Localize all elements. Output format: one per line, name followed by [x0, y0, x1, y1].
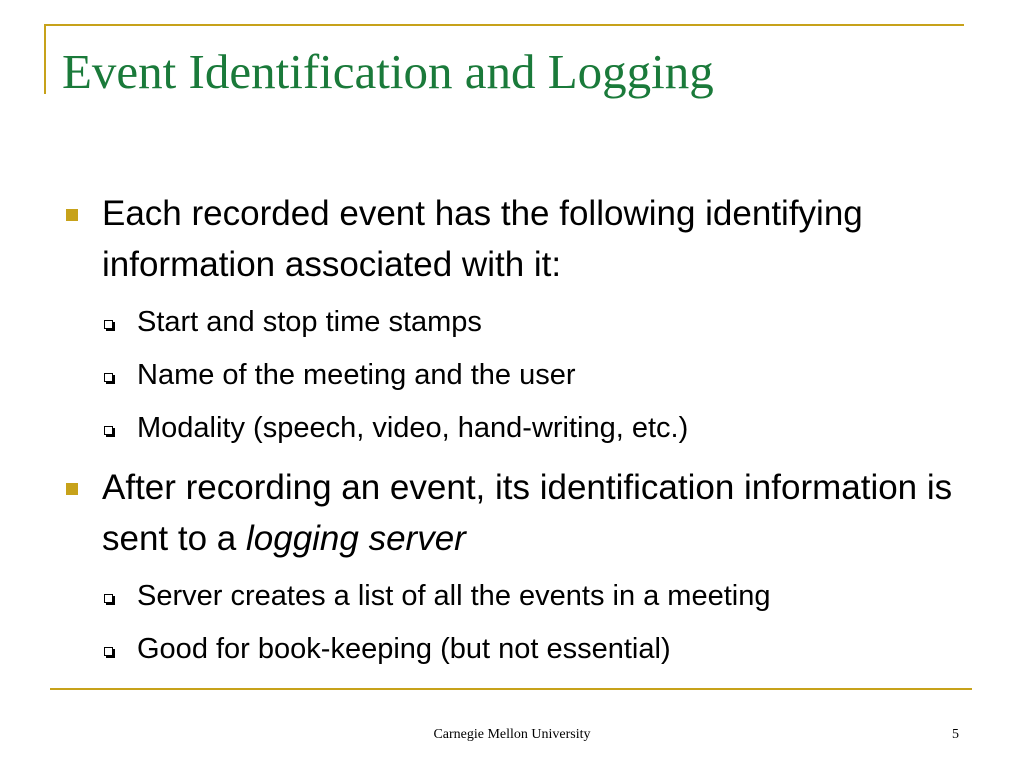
- hollow-square-bullet-icon: [104, 426, 113, 435]
- top-rule: [44, 24, 964, 26]
- bullet-item: [62, 462, 962, 564]
- page-number: 5: [952, 727, 959, 742]
- hollow-square-bullet-icon: [104, 594, 113, 603]
- bullet-text: After recording an event, its identification information is sent to a: [102, 468, 953, 558]
- hollow-square-bullet-icon: [104, 320, 113, 329]
- emphasis-text: logging server: [245, 519, 466, 558]
- bottom-rule: [50, 688, 972, 690]
- hollow-square-bullet-icon: [104, 647, 113, 656]
- square-bullet-icon: [66, 483, 78, 495]
- sub-bullet-text: Name of the meeting and the user: [137, 359, 576, 391]
- sub-bullet-item: [62, 349, 962, 402]
- bullet-text: Each recorded event has the following identifying information associated with it:: [102, 194, 863, 284]
- sub-bullet-item: [62, 623, 962, 676]
- square-bullet-icon: [66, 209, 78, 221]
- sub-bullet-text: Good for book-keeping (but not essential): [137, 633, 671, 665]
- sub-bullet-text: Start and stop time stamps: [137, 306, 482, 338]
- sub-bullet-text: Modality (speech, video, hand-writing, etc.): [137, 412, 689, 444]
- sub-bullet-text: Server creates a list of all the events in a meeting: [137, 580, 771, 612]
- left-rule: [44, 24, 46, 94]
- bullet-item: [62, 188, 962, 290]
- footer-text: Carnegie Mellon University: [433, 727, 591, 742]
- hollow-square-bullet-icon: [104, 373, 113, 382]
- slide-title: Event Identification and Logging: [62, 44, 714, 99]
- slide-content: [62, 188, 962, 676]
- sub-bullet-item: [62, 296, 962, 349]
- sub-bullet-item: [62, 570, 962, 623]
- sub-bullet-item: [62, 402, 962, 455]
